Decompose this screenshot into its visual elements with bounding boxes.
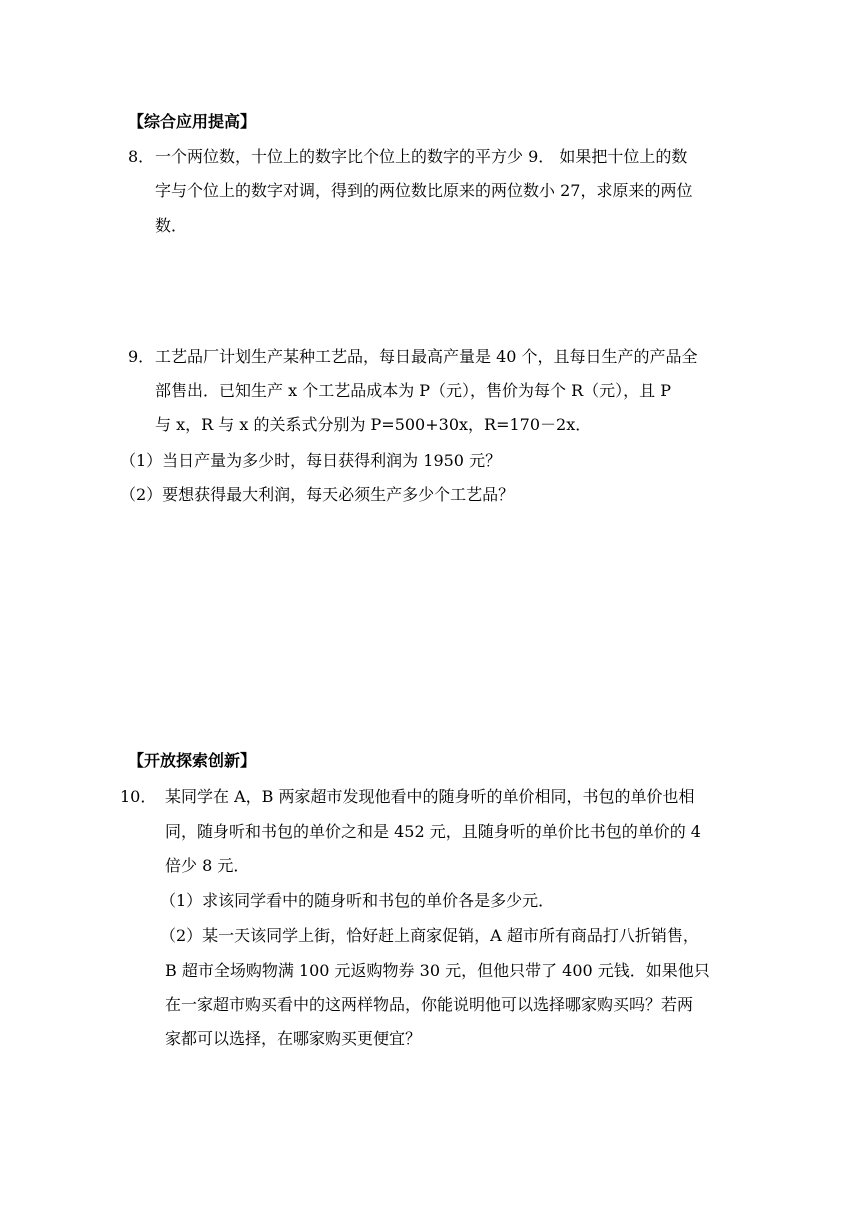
question-9-line-1: 工艺品厂计划生产某种工艺品，每日最高产量是 40 个，且每日生产的产品全 [155, 347, 698, 366]
question-8-line-3: 数． [155, 216, 188, 235]
question-9-line-2: 部售出．已知生产 x 个工艺品成本为 P（元），售价为每个 R（元），且 P [155, 381, 672, 400]
question-10-line-3: 倍少 8 元． [165, 856, 250, 875]
section-heading-1: 【综合应用提高】 [128, 112, 257, 131]
question-10-number: 10． [120, 787, 157, 806]
section-heading-2: 【开放探索创新】 [128, 751, 257, 770]
question-10-line-1: 某同学在 A，B 两家超市发现他看中的随身听的单价相同，书包的单价也相 [165, 787, 695, 806]
question-8-number: 8． [128, 147, 155, 166]
question-10-part-2-line-1: （2）某一天该同学上街，恰好赶上商家促销，A 超市所有商品打八折销售， [160, 926, 699, 945]
question-10-part-2-line-4: 家都可以选择，在哪家购买更便宜？ [165, 1029, 422, 1048]
question-10-line-2: 同，随身听和书包的单价之和是 452 元，且随身听的单价比书包的单价的 4 [165, 822, 701, 841]
question-10-part-2-line-3: 在一家超市购买看中的这两样物品，你能说明他可以选择哪家购买吗？若两 [165, 995, 694, 1014]
question-10-part-2-line-2: B 超市全场购物满 100 元返购物券 30 元，但他只带了 400 元钱．如果他只 [165, 961, 710, 980]
question-8-line-1: 一个两位数，十位上的数字比个位上的数字的平方少 9． 如果把十位上的数 [155, 147, 688, 166]
question-10-part-1: （1）求该同学看中的随身听和书包的单价各是多少元． [160, 891, 555, 910]
question-9-part-1: （1）当日产量为多少时，每日获得利润为 1950 元？ [120, 451, 502, 470]
question-9-line-3: 与 x，R 与 x 的关系式分别为 P=500+30x，R=170－2x． [155, 415, 592, 434]
question-9-number: 9． [128, 347, 155, 366]
question-8-line-2: 字与个位上的数字对调，得到的两位数比原来的两位数小 27，求原来的两位 [155, 181, 693, 200]
question-9-part-2: （2）要想获得最大利润，每天必须生产多少个工艺品？ [120, 485, 515, 504]
